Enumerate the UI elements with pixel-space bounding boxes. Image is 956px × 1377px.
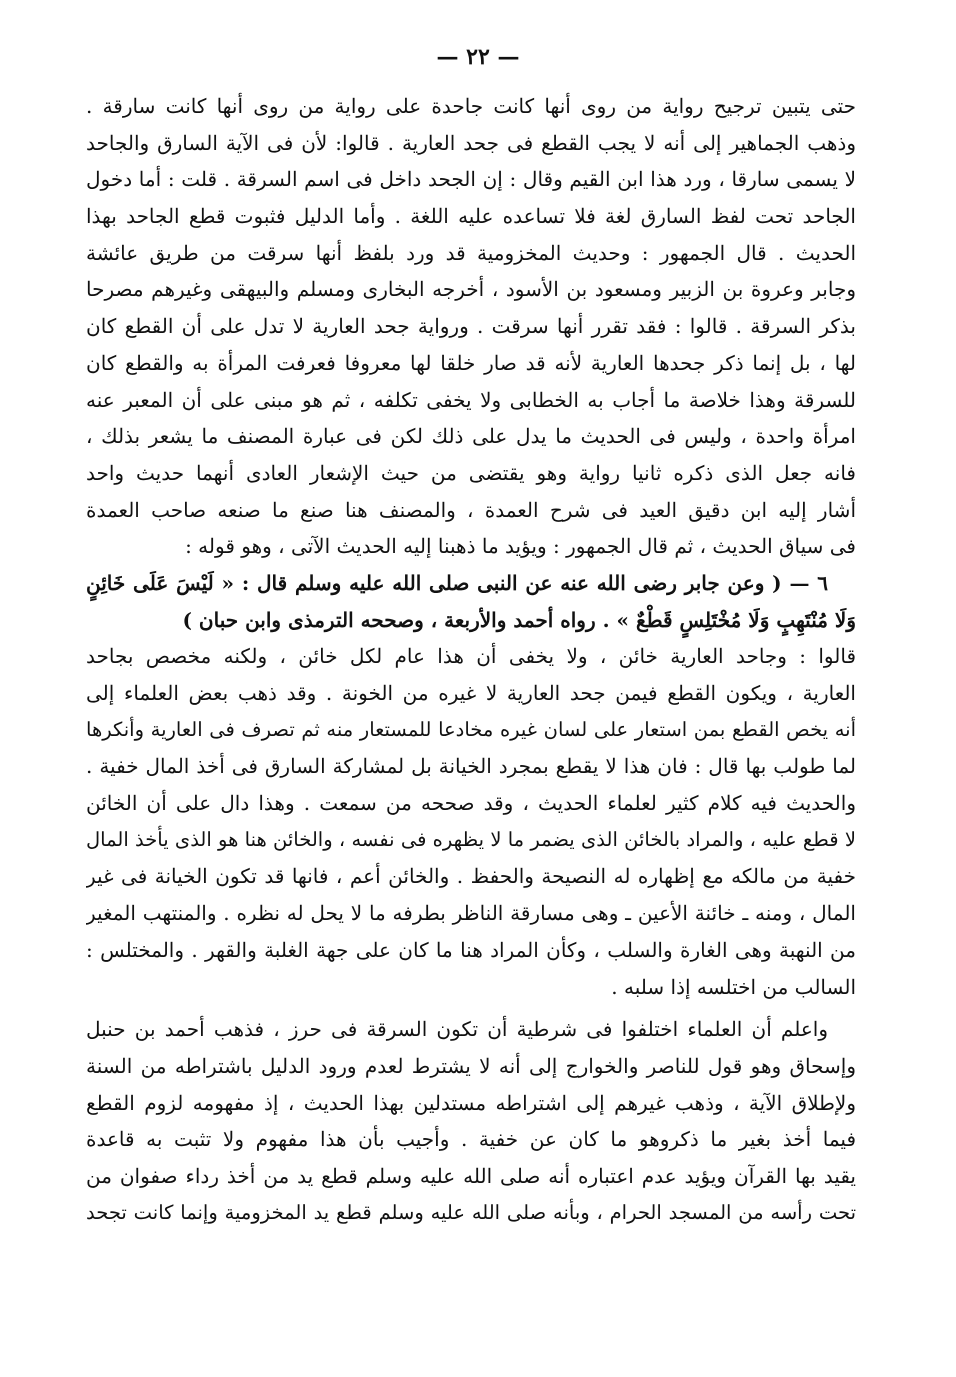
text-line: لما طولب بها قال : فان هذا لا يقطع بمجرد الخيانة بل لمشاركة السارق فى أخذ المال خفية . (86, 754, 856, 779)
hadith-6 (86, 565, 856, 638)
text-line: فانه جعل الذى ذكره ثانيا رواية وهو يقتضى من حيث الإشعار العادى أنهما حديث واحد (86, 460, 856, 485)
text-line: فى سياق الحديث ، ثم قال الجمهور : ويؤيد ما ذهبنا إليه الحديث الآتى ، وهو قوله : (185, 534, 856, 559)
text-line: أنه يخص القطع بمن استعار على لسان غيره مخادعا للمستعار منه ثم تصرف فى العارية وأنكرها (86, 717, 856, 741)
text-line: الجاحد تحت لفظ السارق لغة فلا تساعده عليه اللغة . وأما الدليل فثبوت قطع الجاحد بهذا (86, 204, 856, 229)
paragraph-commentary (86, 638, 856, 1005)
text-line: وذهب الجماهير إلى أنه لا يجب القطع فى جحد العارية . قالوا: لأن فى الآية السارق والجاحد (86, 130, 856, 155)
text-line: وإسحاق وهو قول للناصر والخوارج إلى أنه لا يشترط لعدم ورود الدليل باشتراطه من السنة (86, 1053, 856, 1078)
text-line: فيما أخذ بغير ما ذكروهو ما كان عن خفية . وأجيب بأن هذا مفهوم ولا تثبت به قاعدة (86, 1127, 856, 1152)
hadith-line: ٦ — ( وعن جابر رضى الله عنه عن النبى صلى الله عليه وسلم قال : « لَيْسَ عَلَى خَائِنٍ (86, 570, 828, 595)
page-number: — ٢٢ — (436, 44, 520, 70)
text-line: بذكر السرقة . قالوا : فقد تقرر أنها سرقت . ورواية جحد العارية لا تدل على أن القطع كان (86, 314, 856, 339)
text-line: أشار إليه ابن دقيق العيد فى شرح العمدة ، والمصنف هنا صنع ما صنعه صاحب العمدة (86, 497, 856, 522)
hadith-line: وَلَا مُنْتَهِبٍ وَلَا مُخْتَلِسٍ قَطْعٌ » . رواه أحمد والأربعة ، وصححه الترمذى وابن حبان ) (182, 607, 856, 632)
text-line: امرأة واحدة ، وليس فى الحديث ما يدل على ذلك لكن فى عبارة المصنف ما يشعر بذلك ، (86, 424, 856, 449)
text-line: واعلم أن العلماء اختلفوا فى شرطية أن تكون السرقة فى حرز ، فذهب أحمد بن حنبل (86, 1017, 828, 1042)
text-line: ولإطلاق الآية ، وذهب غيرهم إلى اشتراطه مستدلين بهذا الحديث ، إذ مفهومه لزوم القطع (86, 1090, 856, 1115)
text-line: المال ، ومنه ـ خائنة الأعين ـ وهى مسارقة الناظر بطرفه ما لا يحل له نظره . والمنتهب المغير (86, 901, 856, 926)
text-line: لها ، بل إنما ذكر جحدها العارية لأنه قد صار خلقا لها معروفا فعرفت المرأة به والقطع كان (86, 350, 856, 375)
text-line: العارية ، ويكون القطع فيمن جحد العارية لا غيره من الخونة . وقد ذهب بعض العلماء إلى (86, 681, 856, 705)
text-line: الحديث . قال الجمهور : وحديث المخزومية قد ورد بلفظ أنها سرقت من طريق عائشة (86, 240, 856, 265)
text-line: لا قطع عليه ، والمراد بالخائن الذى يضمر ما لا يظهره فى نفسه ، والخائن هنا هو الذى يأخذ المال (86, 827, 856, 851)
text-line: خفية من مالكه مع إظهاره له النصيحة والحفظ . والخائن أعم ، فانها قد تكون الخيانة فى غير (86, 864, 856, 889)
page-body (86, 88, 856, 1231)
text-line: يقيد بها القرآن ويؤيد عدم اعتباره أنه صلى الله عليه وسلم قطع يد من أخذ رداء صفوان من (86, 1163, 856, 1188)
text-line: قالوا : وجاحد العارية خائن ، ولا يخفى أن هذا عام لكل خائن ، ولكنه مخصص بجاحد (86, 644, 856, 669)
text-line: تحت رأسه من المسجد الحرام ، وبأنه صلى الله عليه وسلم قطع يد المخزومية وإنما كانت تجحد (86, 1200, 856, 1224)
text-line: وجابر وعروة بن الزبير ومسعود بن الأسود ، أخرجه البخارى ومسلم والبيهقى وغيرهم مصرحا (86, 277, 856, 302)
text-line: للسرقة وهذا خلاصة ما أجاب به الخطابى ولا يخفى تكلفه ، ثم هو مبنى على أن المعبر عنه (86, 387, 856, 412)
text-line: من النهبة وهى الغارة والسلب ، وكأن المراد هنا ما كان على جهة الغلبة والقهر . والمختلس : (86, 937, 856, 962)
text-line: حتى يتبين ترجيح رواية من روى أنها كانت جاحدة على رواية من روى أنها كانت سارقة . (86, 94, 856, 118)
paragraph-hirz-condition (86, 1011, 856, 1231)
text-line: لا يسمى سارقا ، ورد هذا ابن القيم وقال : إن الجحد داخل فى اسم السرقة . قلت : أما دخول (86, 167, 856, 192)
text-line: والحديث فيه كلام كثير لعلماء الحديث ، وقد صححه من سمعت . وهذا دال على أن الخائن (86, 791, 856, 816)
text-line: السالب من اختلسه إذا سلبه . (611, 974, 856, 999)
paragraph-ruling-on-denial (86, 88, 856, 565)
